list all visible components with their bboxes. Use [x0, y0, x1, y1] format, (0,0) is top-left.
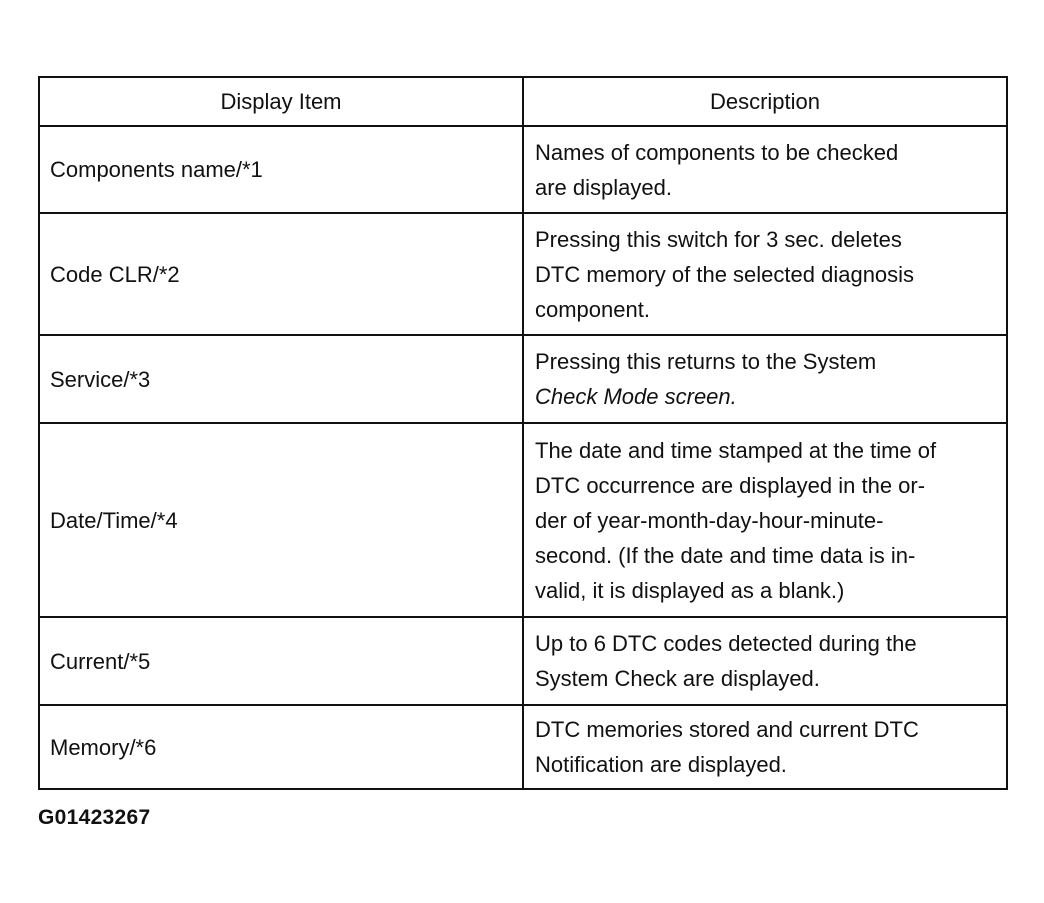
table-row [39, 617, 1007, 705]
description-cell [523, 423, 1007, 617]
display-item-cell: Components name/*1 [39, 126, 523, 213]
display-item-cell: Current/*5 [39, 617, 523, 705]
display-item-cell: Code CLR/*2 [39, 213, 523, 335]
header-description: Description [523, 77, 1007, 126]
description-cell [523, 705, 1007, 789]
description-text: Up to 6 DTC codes detected during the System Check are displayed. [535, 631, 917, 691]
table-row [39, 423, 1007, 617]
description-text: Pressing this switch for 3 sec. deletes DTC memory of the selected diagnosis component. [535, 226, 915, 322]
display-item-table [38, 76, 1008, 790]
display-item-cell: Memory/*6 [39, 705, 523, 789]
description-cell [523, 617, 1007, 705]
description-text: Names of components to be checked are displayed. [535, 139, 899, 200]
display-item-cell: Date/Time/*4 [39, 423, 523, 617]
figure-id: G01423267 [38, 806, 151, 829]
header-display-item: Display Item [39, 77, 523, 126]
table-row [39, 335, 1007, 423]
description-text: DTC memories stored and current DTC Notification are displayed. [535, 717, 919, 777]
display-item-cell: Service/*3 [39, 335, 523, 423]
description-cell [523, 335, 1007, 423]
description-text-plain: Pressing this returns to the System [535, 349, 877, 374]
table-row [39, 126, 1007, 213]
description-text-italic: Check Mode screen. [535, 384, 737, 409]
description-cell [523, 126, 1007, 213]
table-row [39, 213, 1007, 335]
description-text: The date and time stamped at the time of DTC occurrence are displayed in the or- der of year-month-day-hour-minute- second. (If the date and time data is in- valid, it is displayed as a blank.) [535, 437, 937, 603]
table-header-row [39, 77, 1007, 126]
description-cell [523, 213, 1007, 335]
description-text [535, 344, 996, 414]
table-row [39, 705, 1007, 789]
